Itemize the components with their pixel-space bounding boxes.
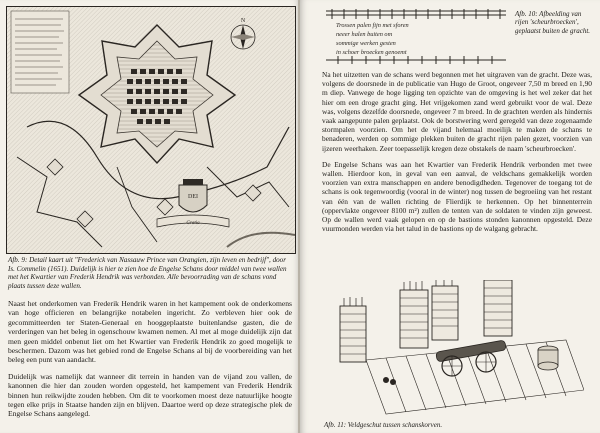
left-paragraph-2: Duidelijk was namelijk dat wanneer dit terrein in handen van de vijand zou vallen, de kanonnen die hier dan zouden worden opgesteld, het kampement van Frederik Hendrik binnen hun reikwijdte zouden hebben. Om dit te voorkomen moest deze natuurlijke hoogte tegen elke prijs in Staatse handen zijn en blijven. Daartoe werd op deze strategische plek de Engelse Schans aangelegd. [8,371,292,419]
figure-10-line-4: in schoer broecken genoemt [336,49,407,56]
right-paragraph-2: De Engelse Schans was aan het Kwartier van Frederik Hendrik verbonden met twee wallen. Hierdoor kon, in geval van een aanval, de veldschans gemakkelijk worden voorzien van extra manschappen en andere benodigdheden. Tegenover de toegang tot de schans is ook tegenwoordig (vooral in de winter) nog tussen de begroeiing van het restant van één van de wallen richting de Flierdijk te herkennen. Op het binnenterrein (oppervlakte ongeveer 8100 m²) zullen de tenten van de soldaten te vinden zijn geweest. Op de wallen werd vaak gelopen en op de bastions stonden kanonnen opgesteld. Deze vuurmonden werden via het talud in de bastions op de walgang gebracht. [322,159,592,234]
left-body-text [8,299,292,426]
figure-10-line-2: neeer halen buiten om [336,31,393,38]
right-body-text [322,70,592,240]
compass-label: N [240,18,246,24]
fortified-town-map-illustration [7,7,295,253]
right-paragraph-1: Na het uitzetten van de schans werd begonnen met het uitgraven van de gracht. Deze was, volgens de doorsnede in de publicatie van Hugo de Groot, ongeveer 7,50 m breed en 1,90 m diep. Vanwege de hoge ligging ten opzichte van de omgeving is het wel zeker dat het hier om een droge gracht ging. Het vrijgekomen zand werd gebruikt voor de wal. Deze was, volgens dezelfde doorsnede, ongeveer 7 m breed. In de grachten werden als hindernis vaak aangepunte palen geplaatst. Ook de borstwering werd geregeld van deze zogenaamde stormpalen voorzien. Om het de vijand helemaal moeilijk te maken de schans te benaderen, werden op sommige plekken buiten de gracht rijen palen gezet, voorzien van ijzeren weerhaken. Zeer toepasselijk kregen deze obstakels de naam 'scheurbroecken'. [322,70,592,153]
cannon-icon [436,340,507,376]
banner-label: Gratia [186,221,200,226]
left-paragraph-1: Naast het onderkomen van Frederik Hendrik waren in het kampement ook de onderkomens van hoge officieren en belangrijke notabelen ingericht. Zo verbleven hier ook de gecommitteerden ter Staten-Generaal en hooggeplaatste buitenlandse gasten, die de verderingen van het beleg in ogenschouw kwamen nemen. Al met al moge duidelijk zijn dat men geen middel onbenut liet om het Kwartier van Frederik Hendrik zo goed mogelijk te beschermen. Dazom was het gebied rond de Engelse Schans al bij de voorbereiding van het beleg een punt van aandacht. [8,299,292,365]
figure-10-line-3: sommige werken gesten [336,40,396,47]
figure-10-line-1: Trossen palen fijn met sforen [336,22,409,29]
figure-10-illustration [322,7,510,65]
figure-11-illustration [326,280,584,418]
figure-11-caption: Afb. 11: Veldgeschut tussen schanskorven. [324,421,443,429]
barrel-icon [538,346,558,370]
figure-10-caption: Afb. 10: Afbeelding van rijen 'scheurbroecken', geplaatst buiten de gracht. [515,10,591,35]
figure-9-caption: Afb. 9: Detail kaart uit "Frederick van Nassauw Prince van Orangien, zijn leven en bedrijf", door Is. Commelin (1651). Duidelijk is hier te zien hoe de Engelse Schans door middel van twee wallen met het Kwartier van Frederik Hendrik was verbonden. Alle bevoorrading van de schans vond plaats tussen deze wallen. [8,256,287,290]
crest-label: DEI [188,194,198,200]
figure-9-map [6,6,296,254]
